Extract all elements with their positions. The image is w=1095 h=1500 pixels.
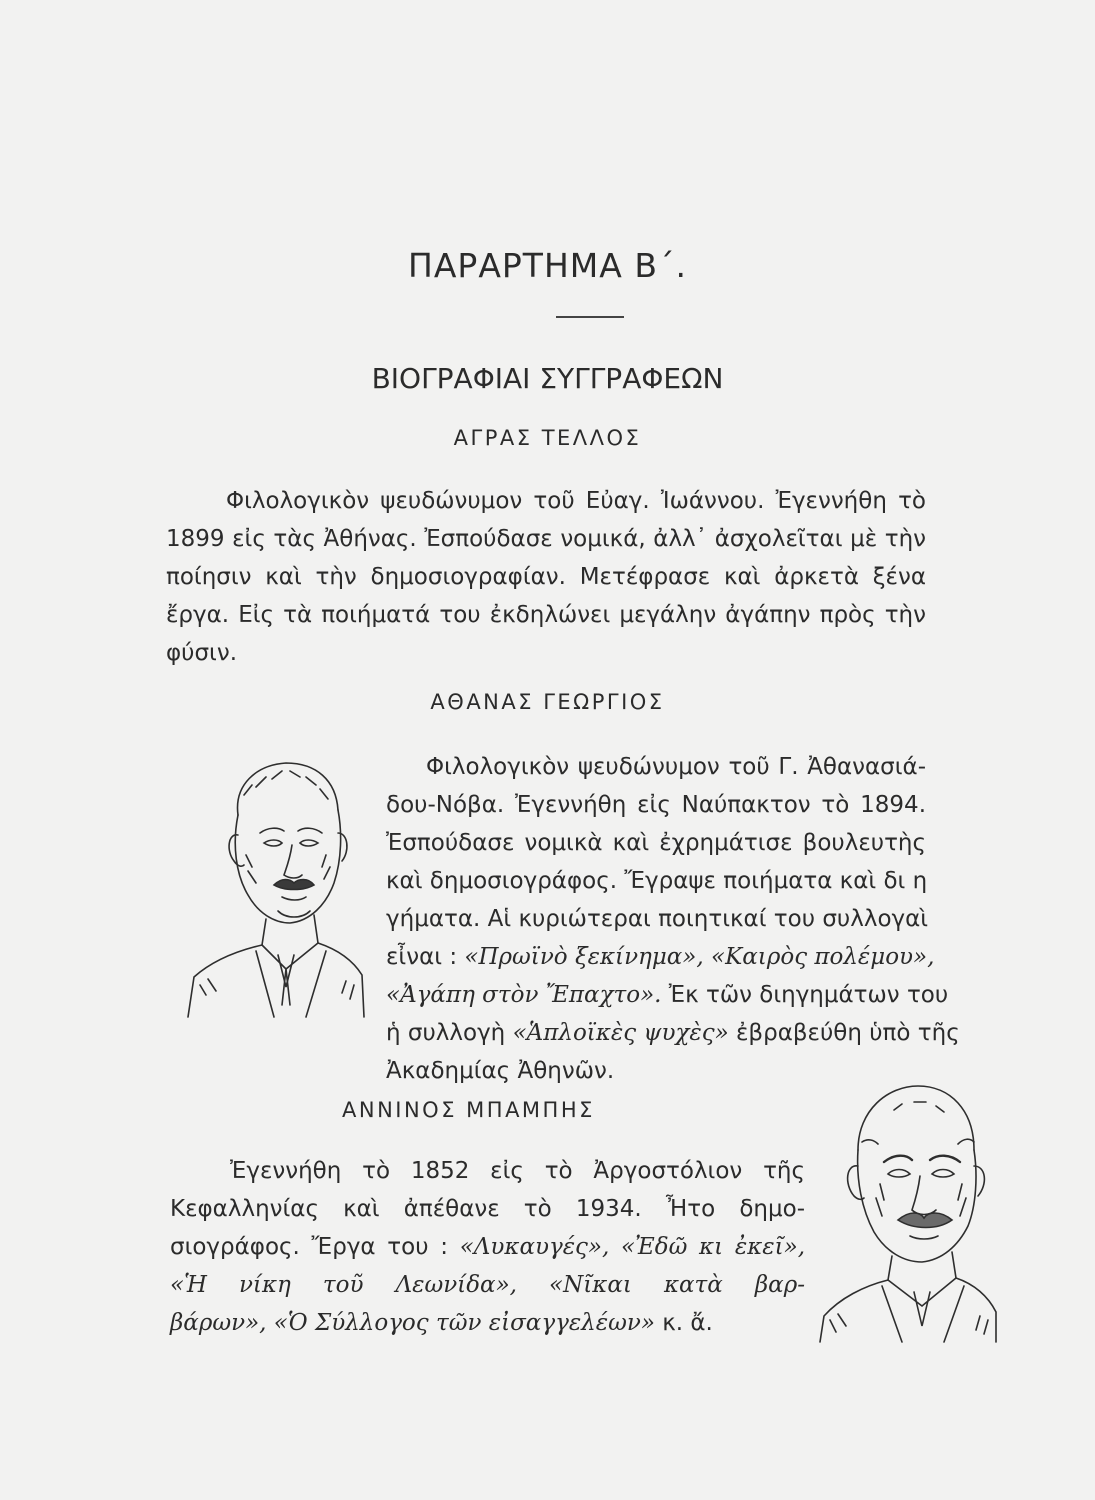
work-title: «Ἡ νίκη τοῦ Λεωνίδα»,	[170, 1272, 517, 1298]
biography-anninos	[170, 1152, 806, 1342]
work-title: «Ἐδῶ κι ἐκεῖ»,	[621, 1234, 806, 1260]
biography-line: Φιλολογικὸν ψευδώνυμον τοῦ Εὐαγ. Ἰωάννου. Ἐγεννήθη τὸ	[226, 488, 926, 514]
work-title: βάρων»,	[170, 1310, 267, 1336]
biography-line: καὶ δημοσιογράφος. Ἔγραψε ποιήματα καὶ δι η	[386, 868, 928, 894]
portrait-anninos	[818, 1080, 998, 1345]
text-run: Ἐκ τῶν διηγημάτων του	[668, 982, 949, 1008]
biography-line: γήματα. Αἱ κυριώτεραι ποιητικαί του συλλογαὶ	[386, 906, 929, 932]
biography-agras	[166, 482, 926, 672]
text-run: ἐβραβεύθη ὑπὸ τῆς	[736, 1020, 960, 1046]
work-title: «Ἁπλοϊκὲς ψυχὲς»	[512, 1020, 729, 1046]
biography-line: Ἐσπούδασε νομικὰ καὶ ἐχρημάτισε βουλευτὴς	[386, 830, 926, 856]
biography-line: Ἐγεννήθη τὸ 1852 εἰς τὸ Ἀργοστόλιον τῆς	[230, 1158, 805, 1184]
section-title: ΒΙΟΓΡΑΦΙΑΙ ΣΥΓΓΡΑΦΕΩΝ	[371, 362, 724, 395]
text-run: κ. ἄ.	[662, 1310, 713, 1336]
work-title: «Λυκαυγές»,	[459, 1234, 610, 1260]
title-divider	[556, 316, 624, 318]
author-name-agras: ΑΓΡΑΣ ΤΕΛΛΟΣ	[453, 426, 642, 450]
biography-line	[170, 1266, 805, 1304]
biography-line: Ἀκαδημίας Ἀθηνῶν.	[386, 1058, 615, 1084]
appendix-title: ΠΑΡΑΡΤΗΜΑ Β΄.	[408, 246, 687, 285]
biography-line: 1899 εἰς τὰς Ἀθήνας. Ἐσπούδασε νομικά, ἀλλ᾽ ἀσχολεῖται μὲ τὴν	[166, 526, 926, 552]
biography-line	[170, 1304, 805, 1342]
work-title: «Πρωϊνὸ ξεκίνημα»,	[464, 944, 704, 970]
biography-line: Φιλολογικὸν ψευδώνυμον τοῦ Γ. Ἀθανασιά-	[426, 754, 926, 780]
biography-line: ἔργα. Εἰς τὰ ποιήματά του ἐκδηλώνει μεγάλην ἀγάπην πρὸς τὴν	[166, 602, 926, 628]
text-run: ἡ συλλογὴ	[386, 1020, 506, 1046]
work-title: «Καιρὸς πολέμου»,	[711, 944, 935, 970]
biography-line: Κεφαλληνίας καὶ ἀπέθανε τὸ 1934. Ἦτο δημο-	[170, 1196, 805, 1222]
portrait-athanas	[186, 755, 366, 1020]
author-name-athanas: ΑΘΑΝΑΣ ΓΕΩΡΓΙΟΣ	[430, 690, 665, 714]
author-name-anninos: ΑΝΝΙΝΟΣ ΜΠΑΜΠΗΣ	[342, 1098, 595, 1122]
biography-line	[170, 1228, 805, 1266]
biography-line	[386, 938, 935, 976]
work-title: «Ἀγάπη στὸν Ἔπαχτο».	[386, 982, 662, 1008]
work-title: «Νῖκαι κατὰ βαρ-	[549, 1272, 805, 1298]
biography-athanas	[386, 748, 960, 1090]
biography-line	[386, 1014, 960, 1052]
biography-line: φύσιν.	[166, 640, 237, 666]
biography-line: δου-Νόβα. Ἐγεννήθη εἰς Ναύπακτον τὸ 1894.	[386, 792, 926, 818]
biography-line: ποίησιν καὶ τὴν δημοσιογραφίαν. Μετέφρασε καὶ ἀρκετὰ ξένα	[166, 564, 926, 590]
biography-line	[386, 976, 949, 1014]
work-title: «Ὁ Σύλλογος τῶν εἰσαγγελέων»	[273, 1310, 655, 1336]
text-run: σιογράφος. Ἔργα του :	[170, 1234, 448, 1260]
text-run: εἶναι :	[386, 944, 458, 970]
